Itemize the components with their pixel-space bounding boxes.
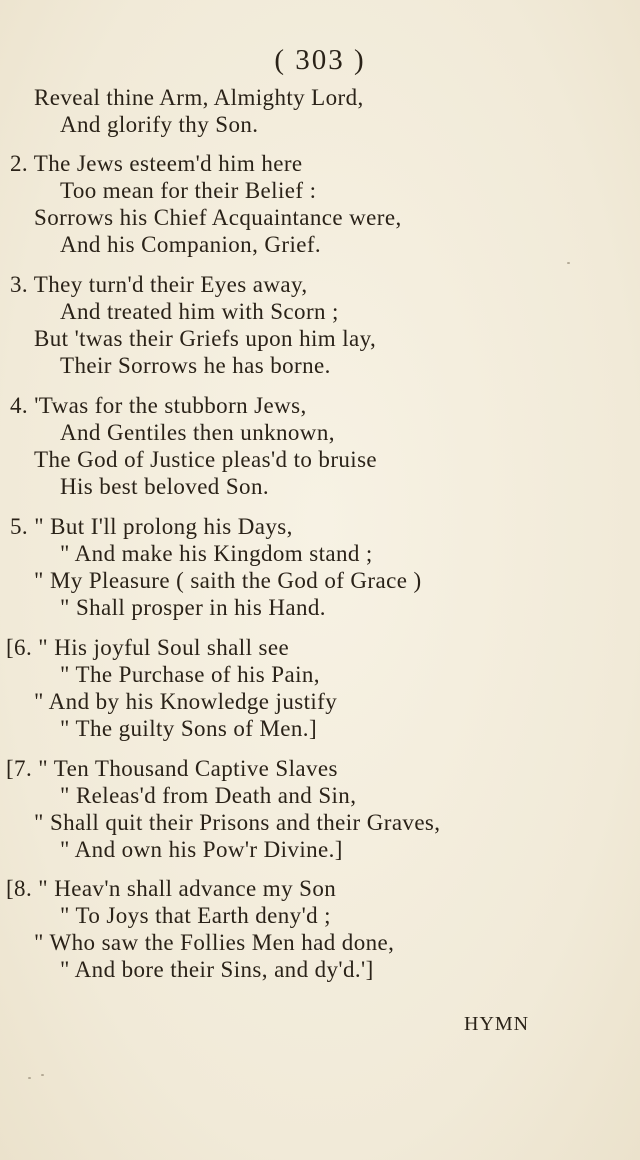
verse-line: Too mean for their Belief :	[60, 178, 317, 203]
paper-speck	[28, 1077, 31, 1079]
verse-line: 3. They turn'd their Eyes away,	[10, 272, 308, 297]
page-number: ( 303 )	[274, 44, 366, 76]
verse-line: And glorify thy Son.	[60, 112, 259, 137]
verse-line: " Releas'd from Death and Sin,	[60, 783, 357, 808]
verse-line: His best beloved Son.	[60, 474, 269, 499]
verse-line: [6. " His joyful Soul shall see	[6, 635, 290, 660]
verse-line: Reveal thine Arm, Almighty Lord,	[34, 85, 364, 110]
verse-line: And treated him with Scorn ;	[60, 299, 339, 324]
verse-line: " My Pleasure ( saith the God of Grace )	[34, 568, 422, 593]
verse-line: " And by his Knowledge justify	[34, 689, 338, 714]
verse-line: The God of Justice pleas'd to bruise	[34, 447, 378, 472]
verse-line: " And bore their Sins, and dy'd.']	[60, 957, 374, 982]
verse-line: Sorrows his Chief Acquaintance were,	[34, 205, 402, 230]
verse-line: 2. The Jews esteem'd him here	[10, 151, 303, 176]
verse-line: " Shall prosper in his Hand.	[60, 595, 326, 620]
verse-line: " And make his Kingdom stand ;	[60, 541, 373, 566]
verse-line: " To Joys that Earth deny'd ;	[60, 903, 331, 928]
verse-line: " And own his Pow'r Divine.]	[60, 837, 343, 862]
verse-line: And his Companion, Grief.	[60, 232, 322, 257]
paper-speck	[41, 1074, 44, 1076]
verse-line: [7. " Ten Thousand Captive Slaves	[6, 756, 338, 781]
paper-speck	[567, 262, 570, 264]
verse-line: [8. " Heav'n shall advance my Son	[6, 876, 337, 901]
verse-line: 4. 'Twas for the stubborn Jews,	[10, 393, 307, 418]
verse-line: " Shall quit their Prisons and their Graves,	[34, 810, 441, 835]
verse-line: 5. " But I'll prolong his Days,	[10, 514, 293, 539]
verse-line: " Who saw the Follies Men had done,	[34, 930, 395, 955]
verse-line: " The Purchase of his Pain,	[60, 662, 320, 687]
verse-line: But 'twas their Griefs upon him lay,	[34, 326, 377, 351]
verse-line: And Gentiles then unknown,	[60, 420, 335, 445]
verse-line: Their Sorrows he has borne.	[60, 353, 331, 378]
verse-line: " The guilty Sons of Men.]	[60, 716, 318, 741]
catchword: HYMN	[464, 1013, 530, 1035]
